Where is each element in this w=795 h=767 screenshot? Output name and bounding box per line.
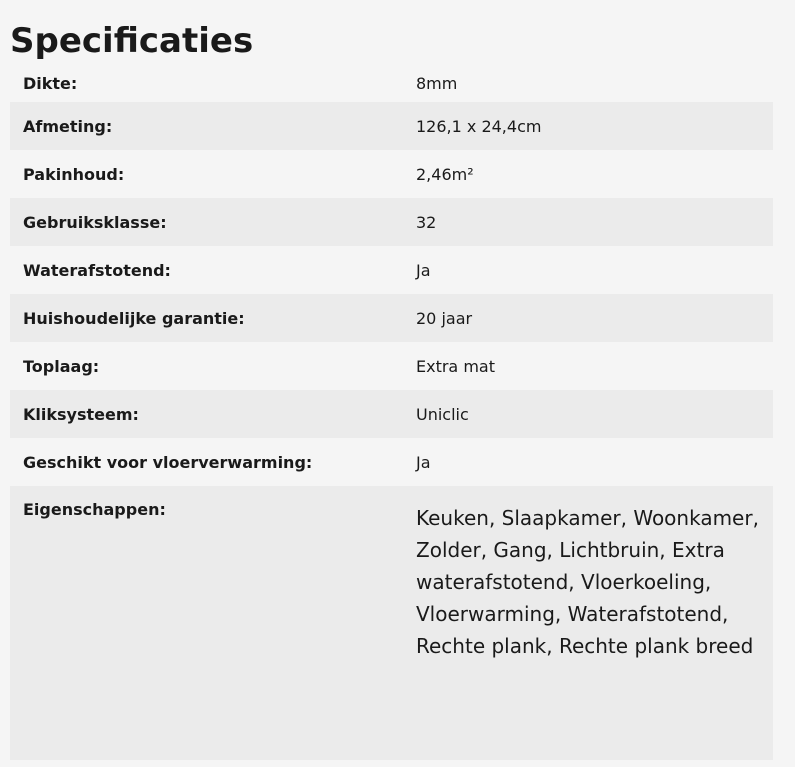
spec-label: Kliksysteem: (10, 390, 406, 438)
spec-label: Afmeting: (10, 102, 406, 150)
spec-value: Keuken, Slaapkamer, Woonkamer, Zolder, Gang, Lichtbruin, Extra waterafstotend, Vloerkoeling, Vloerwarming, Waterafstotend, Rechte plank, Rechte plank breed (406, 486, 773, 760)
spec-row-gebruiksklasse (10, 198, 773, 246)
spec-value: Extra mat (416, 356, 495, 376)
spec-row-pakinhoud (10, 150, 773, 198)
spec-value: Uniclic (406, 390, 773, 438)
spec-value: Ja (416, 260, 431, 280)
spec-row-dikte (10, 64, 773, 102)
spec-row-afmeting (10, 102, 773, 150)
specifications-table (10, 64, 773, 760)
spec-label: Huishoudelijke garantie: (10, 294, 406, 342)
spec-label: Toplaag: (23, 356, 100, 376)
spec-row-kliksysteem (10, 390, 773, 438)
spec-label: Eigenschappen: (10, 486, 406, 760)
spec-value: 2,46m² (416, 164, 474, 184)
spec-row-garantie (10, 294, 773, 342)
specifications-section (10, 0, 773, 760)
spec-value: 8mm (416, 73, 458, 93)
spec-value: 20 jaar (406, 294, 773, 342)
spec-label: Geschikt voor vloerverwarming: (23, 452, 313, 472)
spec-value: 32 (406, 198, 773, 246)
spec-row-toplaag (10, 342, 773, 390)
spec-row-eigenschappen (10, 486, 773, 760)
spec-value: Ja (416, 452, 431, 472)
spec-value: 126,1 x 24,4cm (406, 102, 773, 150)
spec-row-waterafstotend (10, 246, 773, 294)
section-title: Specificaties (10, 21, 254, 61)
spec-label: Waterafstotend: (23, 260, 171, 280)
spec-row-vloerverwarming (10, 438, 773, 486)
spec-label: Gebruiksklasse: (10, 198, 406, 246)
spec-label: Pakinhoud: (23, 164, 125, 184)
spec-label: Dikte: (23, 73, 78, 93)
